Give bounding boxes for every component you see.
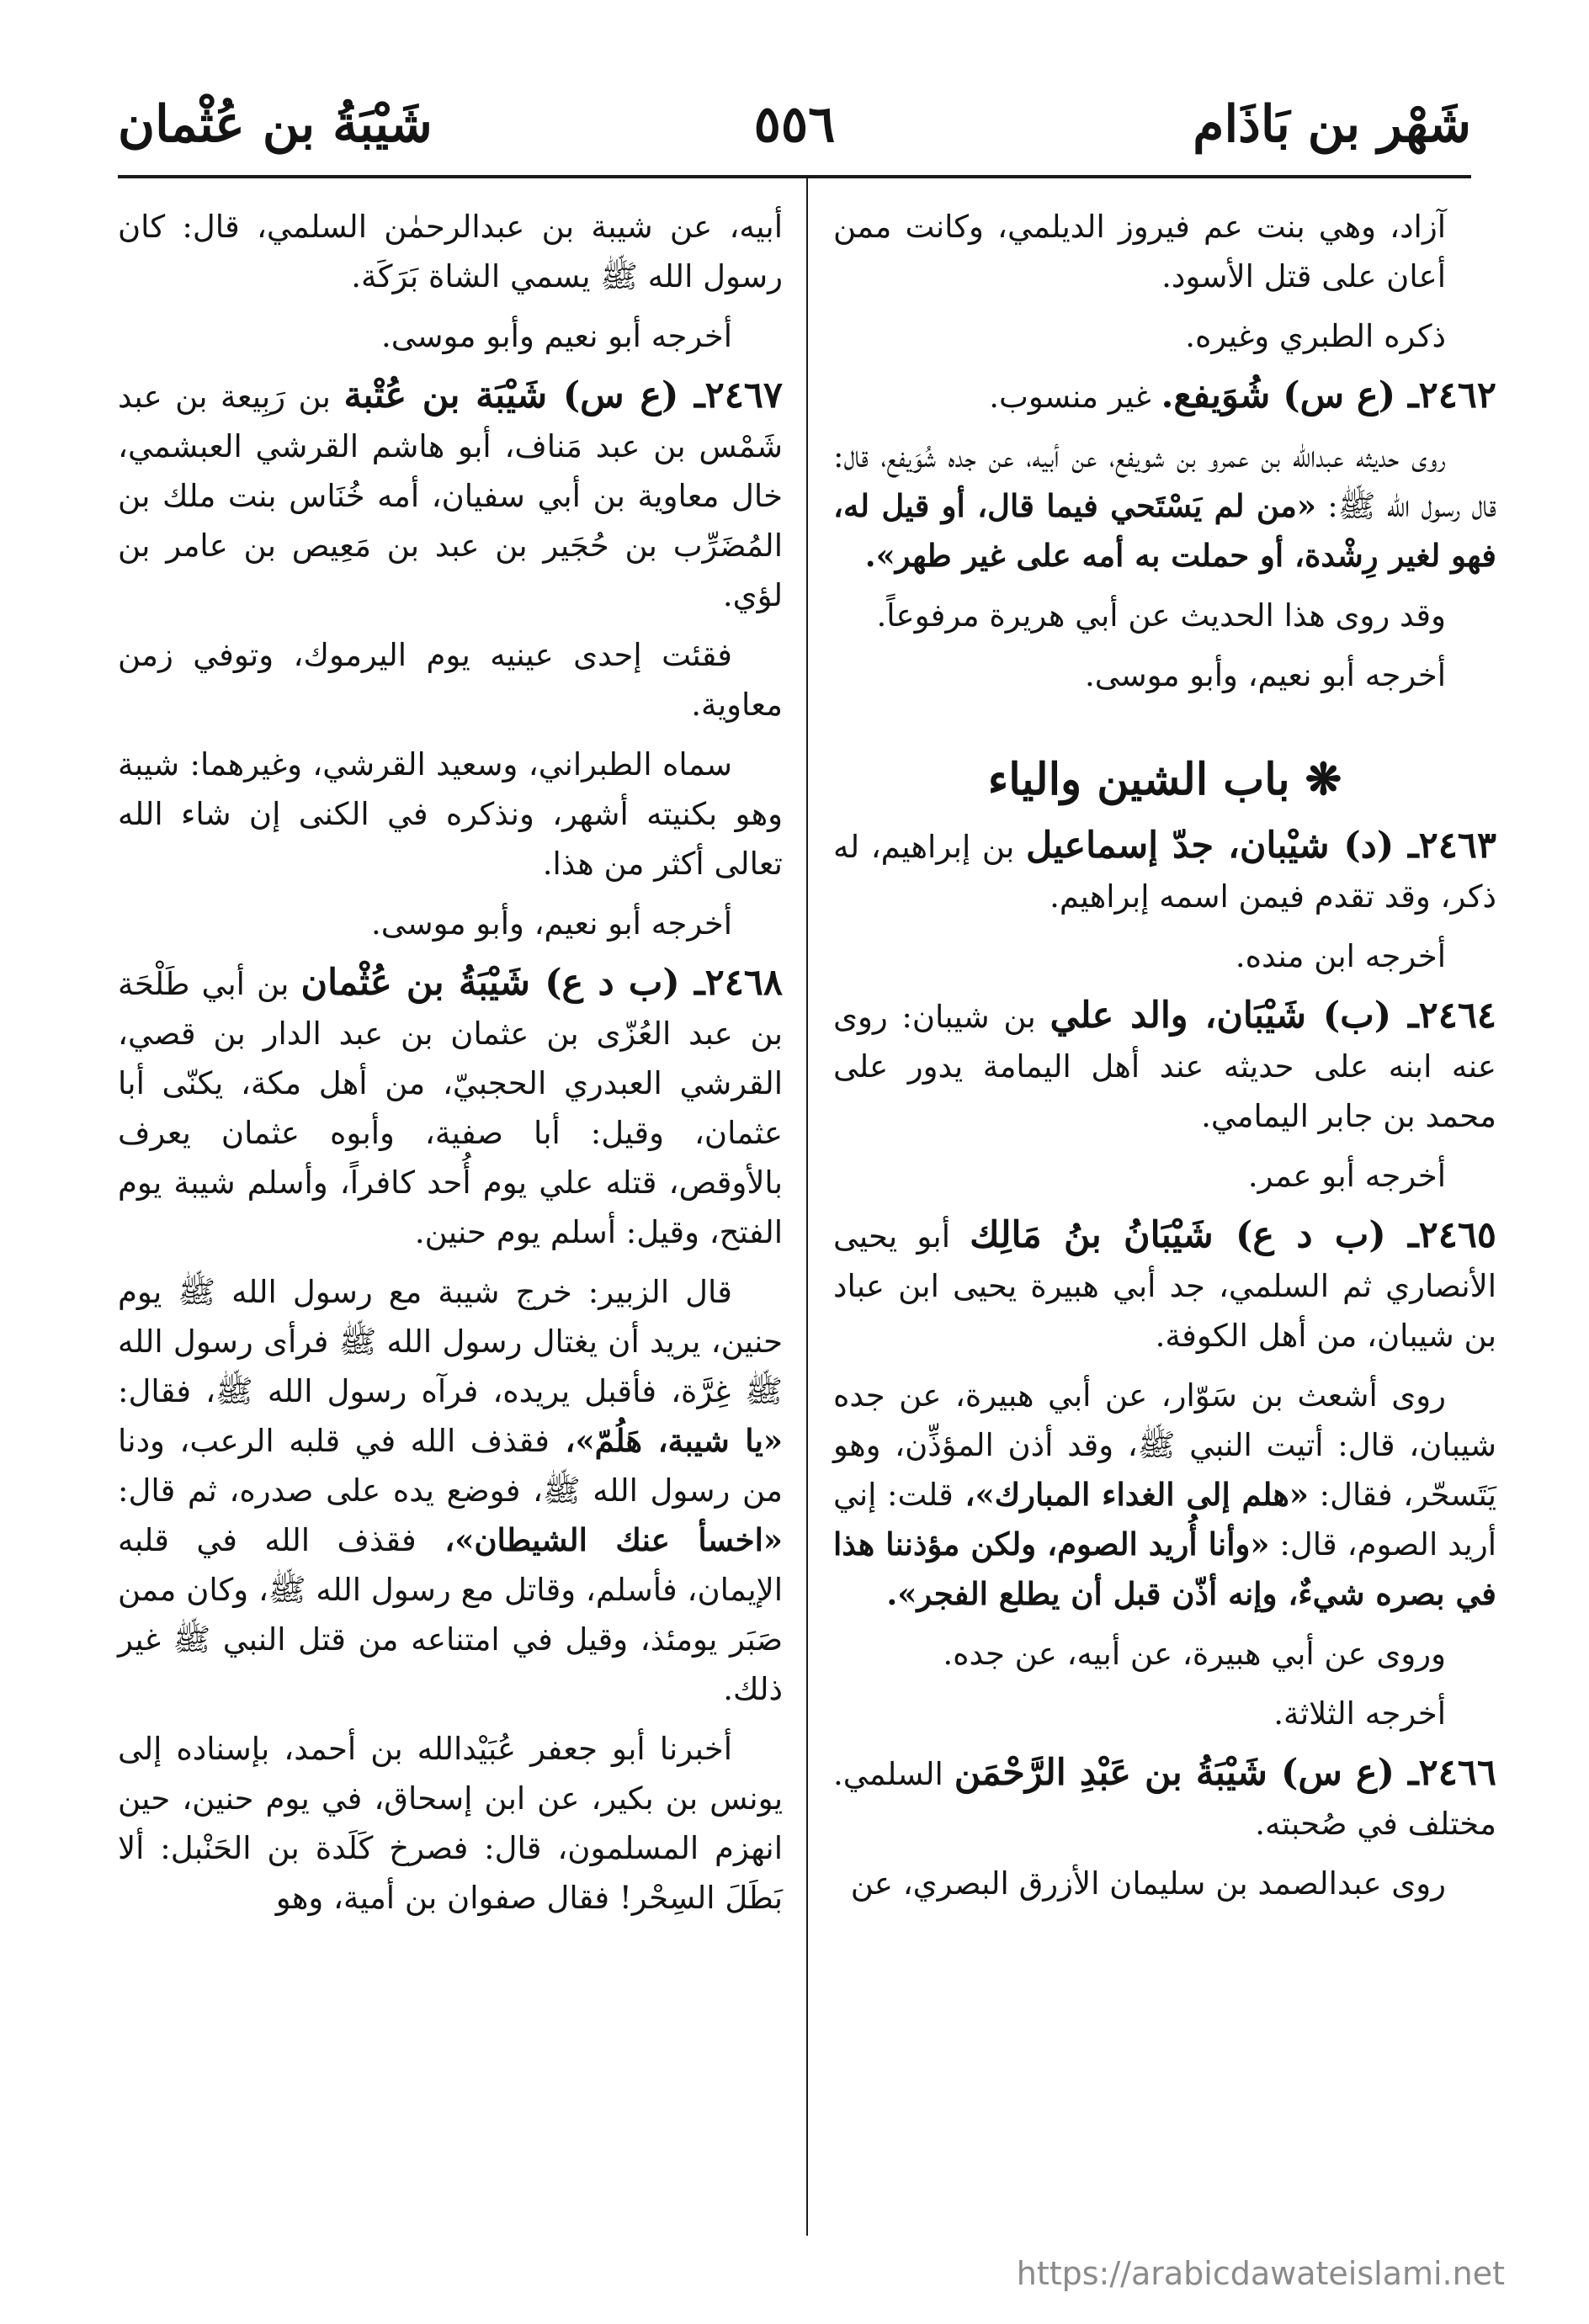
hadith-quote: «وأنا أُريد الصوم، ولكن مؤذننا هذا في بصره شيءٌ، وإنه أذّن قبل أن يطلع الفجر». [833,1525,1496,1612]
entry-2466: ٢٤٦٦ـ (ع س) شَيْبَةُ بن عَبْدِ الرَّحْمَن السلمي. مختلف في صُحبته. [833,1752,1496,1842]
entry-heading: ٢٤٦٣ـ (د) شيْبان، جدّ إسماعيل [1025,825,1496,867]
paragraph: ذكره الطبري وغيره. [1185,318,1446,354]
entry-heading: ٢٤٦٢ـ (ع س) شُوَيفع. [1161,374,1496,417]
entry-2462: ٢٤٦٢ـ (ع س) شُوَيفع. غير منسوب. [989,374,1496,417]
entry-2463: ٢٤٦٣ـ (د) شيْبان، جدّ إسماعيل بن إبراهيم، له ذكر، وقد تقدم فيمن اسمه إبراهيم. [833,825,1496,915]
paragraph: أخرجه أبو نعيم، وأبو موسى. [1085,657,1446,693]
paragraph: روى عبدالصمد بن سليمان الأزرق البصري، عن [850,1865,1446,1902]
entry-2464: ٢٤٦٤ـ (ب) شَيْبَان، والد علي بن شيبان: روى عنه ابنه على حديثه عند أهل اليمامة يدور على محمد بن جابر اليمامي. [833,995,1497,1134]
entry-2465: ٢٤٦٥ـ (ب د ع) شَيْبَانُ بنُ مَالِك أبو يحيى الأنصاري ثم السلمي، جد أبي هبيرة يحيى ابن عباد بن شيبان، من أهل الكوفة. [833,1214,1497,1354]
hadith-quote: «اخسأ عنك الشيطان»، [416,1521,783,1558]
page-number: ٥٥٦ [753,95,836,154]
paragraph: وقد روى هذا الحديث عن أبي هريرة مرفوعاً. [876,597,1446,634]
entry-heading: ٢٤٦٧ـ (ع س) شَيْبَة بن عُتْبة [343,374,783,417]
hadith-quote: «من لم يَسْتَحي فيما قال، أو قيل له، فهو لغير رِشْدة، أو حملت به أمه على غير طهر». [833,487,1496,574]
paragraph: أخرجه أبو نعيم، وأبو موسى. [371,905,732,942]
entry-heading: ٢٤٦٤ـ (ب) شَيْبَان، والد علي [1050,995,1497,1037]
paragraph: روى أشعث بن سَوّار، عن أبي هبيرة، عن جده شيبان، قال: أتيت النبي ﷺ، وقد أذن المؤذِّن، وهو يَتَسحّر، فقال: «هلم إلى الغداء المبارك»، قلت: إني أريد الصوم، قال: «وأنا أُريد الصوم، ولكن مؤذننا هذا في بصره شيءٌ، وإنه أذّن قبل أن يطلع الفجر». [833,1377,1496,1612]
entry-heading: ٢٤٦٥ـ (ب د ع) شَيْبَانُ بنُ مَالِك [970,1214,1497,1256]
paragraph: قال الزبير: خرج شيبة مع رسول الله ﷺ يوم حنين، يريد أن يغتال رسول الله ﷺ فرأى رسول الله ﷺ غِرَّة، فأقبل يريده، فرآه رسول الله ﷺ، فقال: «يا شيبة، هَلُمّ»، فقذف الله في قلبه الرعب، ودنا من رسول الله ﷺ، فوضع يده على صدره، ثم قال: «اخسأ عنك الشيطان»، فقذف الله في قلبه الإيمان، فأسلم، وقاتل مع رسول الله ﷺ، وكان ممن صَبَر يومئذ، وقيل في امتناعه من قتل النبي ﷺ غير ذلك. [118,1274,784,1707]
watermark-url: https://arabicdawateislami.net [1016,2255,1505,2292]
paragraph: فقئت إحدى عينيه يوم اليرموك، وتوفي زمن معاوية. [118,637,783,723]
entry-heading: ٢٤٦٦ـ (ع س) شَيْبَةُ بن عَبْدِ الرَّحْمَن [954,1752,1496,1794]
paragraph: أبيه، عن شيبة بن عبدالرحمٰن السلمي، قال: كان رسول الله ﷺ يسمي الشاة بَرَكَة. [118,209,783,294]
entry-heading: ٢٤٦٨ـ (ب د ع) شَيْبَةُ بن عُثْمان [300,962,783,1004]
left-column [118,202,783,1933]
running-head-right: شَهْر بن بَاذَام [1193,95,1471,154]
paragraph: وروى عن أبي هبيرة، عن أبيه، عن جده. [943,1636,1446,1672]
paragraph: آزاد، وهي بنت عم فيروز الديلمي، وكانت ممن أعان على قتل الأسود. [833,209,1446,294]
paragraph: أخرجه أبو نعيم وأبو موسى. [380,318,732,354]
paragraph: أخبرنا أبو جعفر عُبَيْدالله بن أحمد، بإسناده إلى يونس بن بكير، عن ابن إسحاق، في يوم حنين، حين انهزم المسلمون، قال: فصرخ كَلَدة بن الحَنْبل: ألا بَطَلَ السِحْر! فقال صفوان بن أمية، وهو [118,1731,783,1916]
hadith-quote: «هلم إلى الغداء المبارك»، [953,1476,1309,1513]
paragraph: أخرجه الثلاثة. [1273,1695,1446,1732]
paragraph: سماه الطبراني، وسعيد القرشي، وغيرهما: شيبة وهو بكنيته أشهر، ونذكره في الكنى إن شاء الله تعالى أكثر من هذا. [118,746,783,882]
header-rule [118,175,1471,178]
column-divider [806,178,808,2236]
right-column [833,202,1496,1918]
paragraph: أخرجه أبو عمر. [1247,1158,1446,1194]
section-heading: ❋ باب الشين والياء [987,754,1342,805]
running-head-left: شَيْبَةُ بن عُثْمان [118,95,433,154]
paragraph: أخرجه ابن منده. [1235,938,1446,974]
paragraph: روى حديثه عبدالله بن عمرو بن شويفع، عن أبيه، عن جده شُوَيفع، قال: قال رسول الله ﷺ: «من لم يَسْتَحي فيما قال، أو قيل له، فهو لغير رِشْدة، أو حملت به أمه على غير طهر». [833,438,1497,574]
hadith-quote: «يا شيبة، هَلُمّ»، [549,1422,784,1459]
entry-2467: ٢٤٦٧ـ (ع س) شَيْبَة بن عُتْبة بن رَبِيعة بن عبد شَمْس بن عبد مَناف، أبو هاشم القرشي العبشمي، خال معاوية بن أبي سفيان، أمه خُنَاس بنت ملك بن المُضَرِّب بن حُجَير بن عبد بن مَعِيص بن عامر بن لؤي. [118,374,783,613]
entry-2468: ٢٤٦٨ـ (ب د ع) شَيْبَةُ بن عُثْمان بن أبي طَلْحَة بن عبد العُزّى بن عثمان بن عبد الدار بن قصي، القرشي العبدري الحجبيّ، من أهل مكة، يكنّى أبا عثمان، وقيل: أبا صفية، وأبوه عثمان يعرف بالأوقص، قتله علي يوم أُحد كافراً، وأسلم شيبة يوم الفتح، وقيل: أسلم يوم حنين. [118,962,783,1250]
